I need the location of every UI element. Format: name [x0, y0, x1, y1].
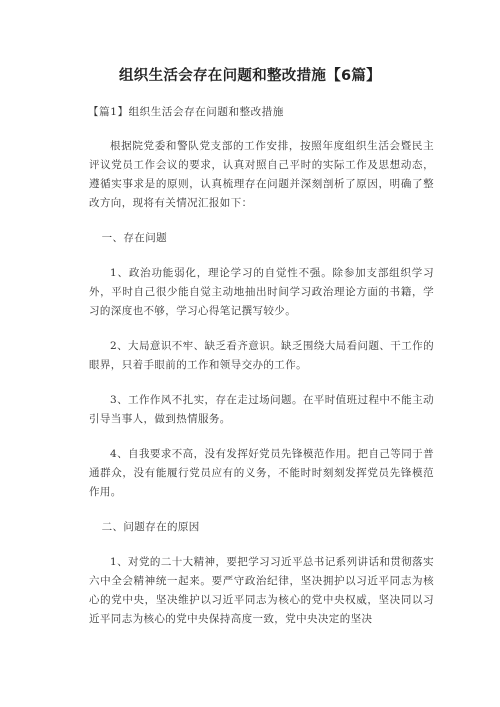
section-title: 【篇1】组织生活会存在问题和整改措施 — [88, 106, 284, 118]
cause-paragraph-1: 1、对党的二十大精神，要把学习习近平总书记系列讲话和贯彻落实六中全会精神统一起来。要严守政治纪律，坚决拥护以习近平同志为核心的党中央，坚决维护以习近平同志为核心的党中央权威，坚决同以习近平同志为核心的党中央保持高度一致，党中央决定的坚决 — [89, 556, 434, 625]
problem-paragraph-4: 4、自我要求不高，没有发挥好党员先锋模范作用。把自己等同于普通群众，没有能履行党员应有的义务，不能时时刻刻发挥党员先锋模范作用。 — [89, 448, 434, 498]
heading-existing-problems: 一、存在问题 — [101, 232, 167, 244]
heading-problem-causes: 二、问题存在的原因 — [101, 521, 200, 533]
problem-paragraph-1: 1、政治功能弱化，理论学习的自觉性不强。除参加支部组织学习外，平时自己很少能自觉主动地抽出时间学习政治理论方面的书籍，学习的深度也不够，学习心得笔记撰写较少。 — [89, 267, 434, 317]
problem-paragraph-3: 3、工作作风不扎实，存在走过场问题。在平时值班过程中不能主动引导当事人，做到热情服务。 — [89, 394, 434, 425]
problem-paragraph-2: 2、大局意识不牢、缺乏看齐意识。缺乏围绕大局看问题、干工作的眼界，只着手眼前的工作和领导交办的工作。 — [89, 340, 434, 371]
document-body — [89, 137, 434, 629]
intro-paragraph: 根据院党委和警队党支部的工作安排，按照年度组织生活会暨民主评议党员工作会议的要求，认真对照自己平时的实际工作及思想动态，遵循实事求是的原则，认真梳理存在问题并深刻剖析了原因，明确了整改方向，现将有关情况汇报如下： — [89, 140, 434, 209]
document-title: 组织生活会存在问题和整改措施【6篇】 — [119, 68, 381, 84]
